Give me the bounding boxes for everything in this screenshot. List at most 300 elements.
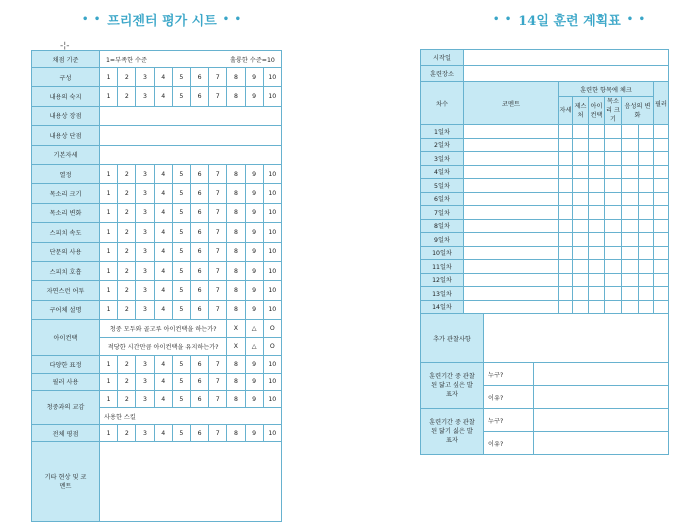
day-check[interactable] (559, 219, 573, 233)
day-check[interactable] (589, 165, 605, 179)
score-2[interactable]: 2 (118, 356, 136, 374)
why-value[interactable] (534, 386, 669, 409)
score-6[interactable]: 6 (190, 356, 208, 374)
comments-label: 기타 현상 및 코멘트 (32, 442, 100, 522)
day-check[interactable] (559, 179, 573, 193)
score-5[interactable]: 5 (172, 281, 190, 300)
score-7[interactable]: 7 (209, 242, 227, 261)
score-9[interactable]: 9 (245, 203, 263, 222)
day-check[interactable] (589, 206, 605, 220)
score-10[interactable]: 10 (263, 356, 281, 374)
day-check[interactable] (605, 138, 622, 152)
score-2[interactable]: 2 (118, 242, 136, 261)
score-7[interactable]: 7 (209, 391, 227, 408)
day-check[interactable] (622, 179, 639, 193)
day-check[interactable] (654, 138, 669, 152)
score-4[interactable]: 4 (154, 184, 172, 203)
day-check[interactable] (639, 192, 654, 206)
scale-low: 1=부족한 수준 (106, 56, 147, 64)
score-7[interactable]: 7 (209, 281, 227, 300)
score-6[interactable]: 6 (190, 223, 208, 242)
score-10[interactable]: 10 (263, 223, 281, 242)
audience-row-1 (32, 391, 282, 408)
score-8[interactable]: 8 (227, 223, 245, 242)
score-6[interactable]: 6 (190, 261, 208, 280)
day-check[interactable] (589, 300, 605, 314)
score-3[interactable]: 3 (136, 300, 154, 319)
day-comment[interactable] (464, 273, 559, 287)
day-comment[interactable] (464, 260, 559, 274)
day-comment[interactable] (464, 219, 559, 233)
day-check[interactable] (654, 233, 669, 247)
day-comment[interactable] (464, 165, 559, 179)
score-6[interactable]: 6 (190, 300, 208, 319)
day-check[interactable] (605, 300, 622, 314)
score-9[interactable]: 9 (245, 373, 263, 391)
score-5[interactable]: 5 (172, 373, 190, 391)
score-7[interactable]: 7 (209, 356, 227, 374)
score-2[interactable]: 2 (118, 391, 136, 408)
criteria-row (32, 300, 282, 319)
score-1[interactable]: 1 (100, 164, 118, 183)
score-4[interactable]: 4 (154, 281, 172, 300)
score-3[interactable]: 3 (136, 164, 154, 183)
day-check[interactable] (559, 287, 573, 301)
score-10[interactable]: 10 (263, 203, 281, 222)
disliked-presenter-who-row (421, 409, 669, 432)
score-1[interactable]: 1 (100, 242, 118, 261)
day-check[interactable] (639, 179, 654, 193)
day-comment[interactable] (464, 138, 559, 152)
day-check[interactable] (589, 260, 605, 274)
day-check[interactable] (654, 179, 669, 193)
place-value[interactable] (464, 66, 669, 82)
day-check[interactable] (559, 233, 573, 247)
day-check[interactable] (622, 125, 639, 139)
title-dots-right: • • (626, 13, 647, 25)
score-4[interactable]: 4 (154, 300, 172, 319)
score-10[interactable]: 10 (263, 281, 281, 300)
score-7[interactable]: 7 (209, 373, 227, 391)
day-check[interactable] (639, 233, 654, 247)
day-check[interactable] (573, 152, 589, 166)
criteria-notes[interactable] (100, 126, 282, 145)
score-8[interactable]: 8 (227, 68, 245, 87)
day-comment[interactable] (464, 233, 559, 247)
score-4[interactable]: 4 (154, 203, 172, 222)
day-check[interactable] (654, 152, 669, 166)
score-3[interactable]: 3 (136, 261, 154, 280)
day-check[interactable] (605, 273, 622, 287)
scale-label: 채점 기준 (32, 51, 100, 68)
day-row (421, 260, 669, 274)
day-check[interactable] (573, 287, 589, 301)
score-2[interactable]: 2 (118, 425, 136, 442)
score-2[interactable]: 2 (118, 300, 136, 319)
score-8[interactable]: 8 (227, 164, 245, 183)
who-value[interactable] (534, 363, 669, 386)
score-1[interactable]: 1 (100, 184, 118, 203)
score-6[interactable]: 6 (190, 242, 208, 261)
score-1[interactable]: 1 (100, 203, 118, 222)
day-check[interactable] (589, 273, 605, 287)
score-9[interactable]: 9 (245, 391, 263, 408)
day-check[interactable] (622, 246, 639, 260)
score-3[interactable]: 3 (136, 68, 154, 87)
day-check[interactable] (559, 246, 573, 260)
who-label: 누구? (484, 363, 534, 386)
who-value[interactable] (534, 409, 669, 432)
title-dots-left: • • (82, 13, 102, 25)
score-10[interactable]: 10 (263, 164, 281, 183)
day-check[interactable] (559, 125, 573, 139)
day-check[interactable] (622, 152, 639, 166)
choice-o[interactable]: O (263, 338, 281, 356)
day-row (421, 246, 669, 260)
day-check[interactable] (639, 138, 654, 152)
day-check[interactable] (622, 192, 639, 206)
score-4[interactable]: 4 (154, 261, 172, 280)
day-comment[interactable] (464, 125, 559, 139)
day-comment[interactable] (464, 152, 559, 166)
day-check[interactable] (559, 192, 573, 206)
day-check[interactable] (639, 260, 654, 274)
score-1[interactable]: 1 (100, 391, 118, 408)
score-3[interactable]: 3 (136, 425, 154, 442)
score-6[interactable]: 6 (190, 184, 208, 203)
day-check[interactable] (589, 287, 605, 301)
day-check[interactable] (573, 273, 589, 287)
audience-skill[interactable]: 사용한 스킬 (100, 408, 282, 425)
comment-col-header: 코멘트 (464, 82, 559, 125)
day-check[interactable] (589, 246, 605, 260)
score-9[interactable]: 9 (245, 281, 263, 300)
score-5[interactable]: 5 (172, 223, 190, 242)
day-check[interactable] (622, 206, 639, 220)
day-check[interactable] (622, 233, 639, 247)
day-comment[interactable] (464, 192, 559, 206)
day-check[interactable] (589, 179, 605, 193)
day-row (421, 206, 669, 220)
score-9[interactable]: 9 (245, 223, 263, 242)
day-comment[interactable] (464, 206, 559, 220)
criteria-label: 단문의 사용 (32, 242, 100, 261)
day-comment[interactable] (464, 300, 559, 314)
why-label: 이유? (484, 386, 534, 409)
place-row (421, 66, 669, 82)
score-5[interactable]: 5 (172, 300, 190, 319)
score-7[interactable]: 7 (209, 184, 227, 203)
extra-area[interactable] (484, 314, 669, 363)
day-check[interactable] (605, 192, 622, 206)
day-check[interactable] (573, 165, 589, 179)
score-9[interactable]: 9 (245, 300, 263, 319)
score-1[interactable]: 1 (100, 281, 118, 300)
day-row (421, 179, 669, 193)
score-9[interactable]: 9 (245, 87, 263, 106)
score-8[interactable]: 8 (227, 356, 245, 374)
day-check[interactable] (573, 219, 589, 233)
day-check[interactable] (654, 206, 669, 220)
day-check[interactable] (589, 192, 605, 206)
day-check[interactable] (639, 206, 654, 220)
score-8[interactable]: 8 (227, 203, 245, 222)
score-10[interactable]: 10 (263, 87, 281, 106)
day-check[interactable] (573, 300, 589, 314)
score-4[interactable]: 4 (154, 87, 172, 106)
day-check[interactable] (589, 125, 605, 139)
day-check[interactable] (573, 138, 589, 152)
overall-row (32, 425, 282, 442)
score-6[interactable]: 6 (190, 203, 208, 222)
why-value[interactable] (534, 432, 669, 455)
day-check[interactable] (573, 260, 589, 274)
day-check[interactable] (654, 246, 669, 260)
day-check[interactable] (654, 260, 669, 274)
score-3[interactable]: 3 (136, 391, 154, 408)
score-6[interactable]: 6 (190, 425, 208, 442)
score-7[interactable]: 7 (209, 68, 227, 87)
day-check[interactable] (654, 125, 669, 139)
day-check[interactable] (573, 233, 589, 247)
day-check[interactable] (605, 219, 622, 233)
day-check[interactable] (605, 260, 622, 274)
right-title-text: 14일 훈련 계획표 (518, 13, 621, 29)
criteria-label: 자연스런 어투 (32, 281, 100, 300)
day-check[interactable] (605, 206, 622, 220)
score-8[interactable]: 8 (227, 425, 245, 442)
day-check[interactable] (559, 273, 573, 287)
day-comment[interactable] (464, 246, 559, 260)
day-comment[interactable] (464, 179, 559, 193)
score-10[interactable]: 10 (263, 391, 281, 408)
score-1[interactable]: 1 (100, 373, 118, 391)
day-check[interactable] (605, 125, 622, 139)
score-8[interactable]: 8 (227, 300, 245, 319)
day-check[interactable] (605, 179, 622, 193)
day-check[interactable] (573, 125, 589, 139)
day-check[interactable] (622, 219, 639, 233)
score-2[interactable]: 2 (118, 184, 136, 203)
day-check[interactable] (639, 273, 654, 287)
score-5[interactable]: 5 (172, 242, 190, 261)
day-check[interactable] (622, 300, 639, 314)
score-10[interactable]: 10 (263, 242, 281, 261)
score-5[interactable]: 5 (172, 184, 190, 203)
day-check[interactable] (622, 273, 639, 287)
day-check[interactable] (559, 152, 573, 166)
score-8[interactable]: 8 (227, 184, 245, 203)
score-10[interactable]: 10 (263, 425, 281, 442)
day-row (421, 192, 669, 206)
comments-area[interactable] (100, 442, 282, 522)
day-check[interactable] (622, 165, 639, 179)
score-5[interactable]: 5 (172, 261, 190, 280)
score-4[interactable]: 4 (154, 223, 172, 242)
score-9[interactable]: 9 (245, 261, 263, 280)
score-3[interactable]: 3 (136, 281, 154, 300)
score-10[interactable]: 10 (263, 300, 281, 319)
start-date-label: 시작일 (421, 50, 464, 66)
criteria-notes[interactable] (100, 106, 282, 125)
choice-x[interactable]: X (227, 320, 245, 338)
criteria-label: 다양한 표정 (32, 356, 100, 374)
day-comment[interactable] (464, 287, 559, 301)
score-7[interactable]: 7 (209, 87, 227, 106)
day-check[interactable] (622, 260, 639, 274)
score-4[interactable]: 4 (154, 356, 172, 374)
score-4[interactable]: 4 (154, 164, 172, 183)
score-10[interactable]: 10 (263, 68, 281, 87)
start-date-value[interactable] (464, 50, 669, 66)
score-3[interactable]: 3 (136, 356, 154, 374)
score-3[interactable]: 3 (136, 87, 154, 106)
score-9[interactable]: 9 (245, 184, 263, 203)
score-6[interactable]: 6 (190, 281, 208, 300)
score-3[interactable]: 3 (136, 223, 154, 242)
day-check[interactable] (639, 125, 654, 139)
score-7[interactable]: 7 (209, 261, 227, 280)
score-6[interactable]: 6 (190, 373, 208, 391)
score-9[interactable]: 9 (245, 68, 263, 87)
day-check[interactable] (654, 219, 669, 233)
day-label: 6일차 (421, 192, 464, 206)
scale-row (32, 51, 282, 68)
score-1[interactable]: 1 (100, 425, 118, 442)
score-9[interactable]: 9 (245, 164, 263, 183)
day-check[interactable] (559, 165, 573, 179)
choice-o[interactable]: O (263, 320, 281, 338)
day-check[interactable] (605, 246, 622, 260)
score-3[interactable]: 3 (136, 373, 154, 391)
score-7[interactable]: 7 (209, 164, 227, 183)
score-4[interactable]: 4 (154, 68, 172, 87)
score-7[interactable]: 7 (209, 425, 227, 442)
score-6[interactable]: 6 (190, 391, 208, 408)
score-2[interactable]: 2 (118, 203, 136, 222)
score-7[interactable]: 7 (209, 223, 227, 242)
criteria-notes[interactable] (100, 145, 282, 164)
score-2[interactable]: 2 (118, 164, 136, 183)
score-6[interactable]: 6 (190, 164, 208, 183)
score-2[interactable]: 2 (118, 261, 136, 280)
criteria-row (32, 203, 282, 222)
score-1[interactable]: 1 (100, 223, 118, 242)
day-check[interactable] (605, 152, 622, 166)
score-8[interactable]: 8 (227, 87, 245, 106)
score-1[interactable]: 1 (100, 300, 118, 319)
score-3[interactable]: 3 (136, 203, 154, 222)
day-check[interactable] (559, 300, 573, 314)
score-5[interactable]: 5 (172, 68, 190, 87)
criteria-label: 기본자세 (32, 145, 100, 164)
score-5[interactable]: 5 (172, 164, 190, 183)
choice-triangle[interactable]: △ (245, 338, 263, 356)
score-4[interactable]: 4 (154, 391, 172, 408)
score-7[interactable]: 7 (209, 300, 227, 319)
day-check[interactable] (654, 273, 669, 287)
score-8[interactable]: 8 (227, 391, 245, 408)
day-check[interactable] (605, 165, 622, 179)
score-10[interactable]: 10 (263, 184, 281, 203)
score-6[interactable]: 6 (190, 68, 208, 87)
day-check[interactable] (559, 260, 573, 274)
score-7[interactable]: 7 (209, 203, 227, 222)
check-col-eye-contact: 아이 컨택 (589, 97, 605, 125)
score-1[interactable]: 1 (100, 68, 118, 87)
day-check[interactable] (654, 287, 669, 301)
score-1[interactable]: 1 (100, 261, 118, 280)
day-check[interactable] (639, 246, 654, 260)
day-check[interactable] (622, 138, 639, 152)
day-check[interactable] (573, 192, 589, 206)
score-4[interactable]: 4 (154, 373, 172, 391)
day-check[interactable] (654, 300, 669, 314)
score-10[interactable]: 10 (263, 261, 281, 280)
day-check[interactable] (639, 219, 654, 233)
day-check[interactable] (654, 192, 669, 206)
day-check[interactable] (605, 233, 622, 247)
extra-row (421, 314, 669, 363)
score-1[interactable]: 1 (100, 356, 118, 374)
day-check[interactable] (559, 138, 573, 152)
score-2[interactable]: 2 (118, 87, 136, 106)
score-10[interactable]: 10 (263, 373, 281, 391)
score-2[interactable]: 2 (118, 373, 136, 391)
score-5[interactable]: 5 (172, 203, 190, 222)
choice-x[interactable]: X (227, 338, 245, 356)
score-3[interactable]: 3 (136, 242, 154, 261)
day-check[interactable] (639, 165, 654, 179)
day-check[interactable] (573, 246, 589, 260)
criteria-label: 내용상 장점 (32, 106, 100, 125)
score-9[interactable]: 9 (245, 356, 263, 374)
score-8[interactable]: 8 (227, 242, 245, 261)
score-9[interactable]: 9 (245, 242, 263, 261)
score-2[interactable]: 2 (118, 281, 136, 300)
day-check[interactable] (589, 219, 605, 233)
score-8[interactable]: 8 (227, 373, 245, 391)
day-check[interactable] (654, 165, 669, 179)
day-check[interactable] (559, 206, 573, 220)
score-5[interactable]: 5 (172, 391, 190, 408)
score-5[interactable]: 5 (172, 87, 190, 106)
score-4[interactable]: 4 (154, 425, 172, 442)
choice-triangle[interactable]: △ (245, 320, 263, 338)
score-8[interactable]: 8 (227, 281, 245, 300)
day-check[interactable] (589, 138, 605, 152)
day-check[interactable] (589, 152, 605, 166)
day-check[interactable] (639, 152, 654, 166)
score-2[interactable]: 2 (118, 68, 136, 87)
day-check[interactable] (639, 287, 654, 301)
score-1[interactable]: 1 (100, 87, 118, 106)
score-5[interactable]: 5 (172, 356, 190, 374)
score-2[interactable]: 2 (118, 223, 136, 242)
day-check[interactable] (589, 233, 605, 247)
score-3[interactable]: 3 (136, 184, 154, 203)
day-check[interactable] (622, 287, 639, 301)
score-5[interactable]: 5 (172, 425, 190, 442)
day-check[interactable] (573, 206, 589, 220)
day-check[interactable] (639, 300, 654, 314)
day-check[interactable] (605, 287, 622, 301)
score-8[interactable]: 8 (227, 261, 245, 280)
score-6[interactable]: 6 (190, 87, 208, 106)
score-9[interactable]: 9 (245, 425, 263, 442)
score-4[interactable]: 4 (154, 242, 172, 261)
day-check[interactable] (573, 179, 589, 193)
